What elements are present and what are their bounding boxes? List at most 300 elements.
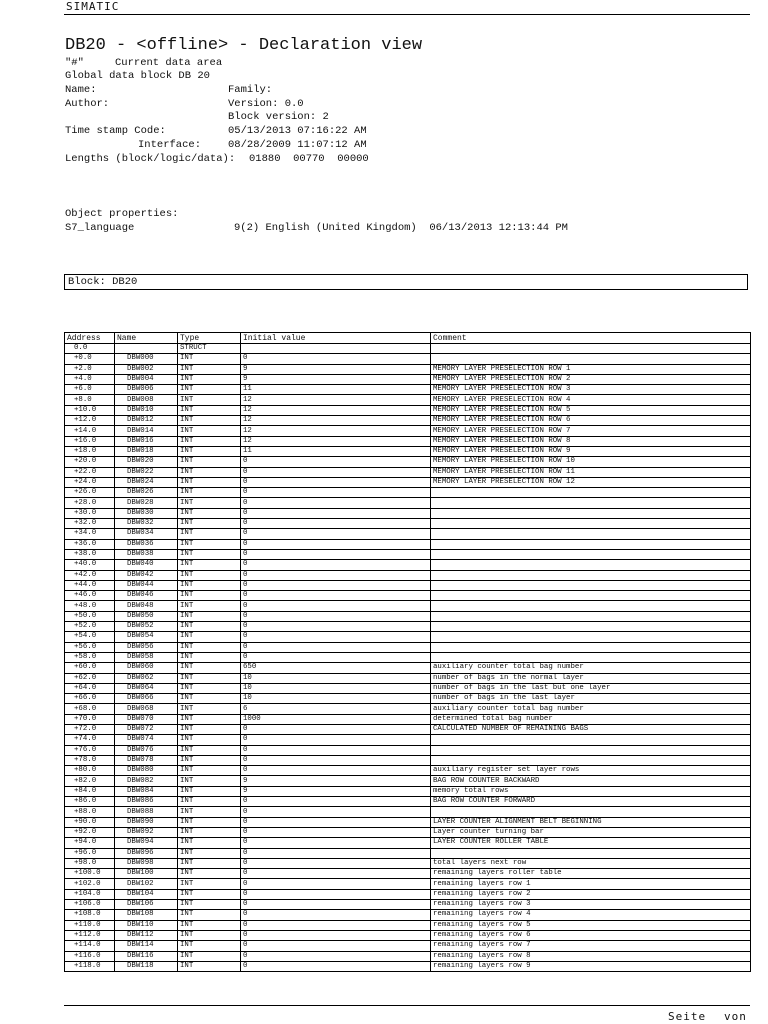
cell-name: DBW010	[115, 405, 178, 415]
cell-address: +2.0	[65, 364, 115, 374]
cell-name: DBW018	[115, 446, 178, 456]
cell-address: +26.0	[65, 488, 115, 498]
cell-type: INT	[178, 549, 241, 559]
cell-address: +48.0	[65, 601, 115, 611]
cell-address: +22.0	[65, 467, 115, 477]
table-row	[65, 941, 751, 951]
cell-initial-value: 0	[241, 920, 431, 930]
cell-initial-value: 10	[241, 683, 431, 693]
table-row	[65, 735, 751, 745]
timestamp-code-value: 05/13/2013 07:16:22 AM	[228, 125, 367, 137]
cell-name: DBW012	[115, 416, 178, 426]
table-row	[65, 673, 751, 683]
cell-type: INT	[178, 477, 241, 487]
cell-address: +56.0	[65, 642, 115, 652]
cell-initial-value: 0	[241, 622, 431, 632]
cell-comment: MEMORY LAYER PRESELECTION ROW 9	[431, 446, 751, 456]
table-row	[65, 766, 751, 776]
cell-type: INT	[178, 848, 241, 858]
cell-comment: remaining layers row 1	[431, 879, 751, 889]
table-header-row	[65, 333, 751, 344]
cell-comment: MEMORY LAYER PRESELECTION ROW 2	[431, 374, 751, 384]
cell-initial-value: 10	[241, 673, 431, 683]
cell-address: +34.0	[65, 529, 115, 539]
cell-type: INT	[178, 529, 241, 539]
cell-comment	[431, 570, 751, 580]
cell-type: INT	[178, 622, 241, 632]
table-row	[65, 426, 751, 436]
cell-type: INT	[178, 632, 241, 642]
lengths-value: 01880 00770 00000	[249, 153, 369, 165]
cell-comment: MEMORY LAYER PRESELECTION ROW 6	[431, 416, 751, 426]
cell-type: INT	[178, 951, 241, 961]
table-row	[65, 776, 751, 786]
cell-comment: number of bags in the last layer	[431, 694, 751, 704]
cell-address: +80.0	[65, 766, 115, 776]
table-row	[65, 663, 751, 673]
cell-comment	[431, 755, 751, 765]
interface-value: 08/28/2009 11:07:12 AM	[228, 139, 367, 151]
block-label-box	[64, 274, 748, 290]
cell-address: +38.0	[65, 549, 115, 559]
cell-name: DBW070	[115, 714, 178, 724]
cell-type: INT	[178, 941, 241, 951]
cell-type: INT	[178, 766, 241, 776]
cell-comment: MEMORY LAYER PRESELECTION ROW 12	[431, 477, 751, 487]
table-row	[65, 508, 751, 518]
header-initial-value: Initial value	[241, 333, 431, 344]
cell-address: +10.0	[65, 405, 115, 415]
table-row	[65, 858, 751, 868]
cell-address: +86.0	[65, 797, 115, 807]
cell-name: DBW114	[115, 941, 178, 951]
table-row	[65, 879, 751, 889]
table-row	[65, 611, 751, 621]
table-row	[65, 704, 751, 714]
cell-name: DBW062	[115, 673, 178, 683]
current-label: Current data area	[115, 57, 223, 69]
cell-initial-value: 0	[241, 601, 431, 611]
cell-address: +92.0	[65, 827, 115, 837]
cell-address: +68.0	[65, 704, 115, 714]
cell-name: DBW036	[115, 539, 178, 549]
cell-address: +42.0	[65, 570, 115, 580]
cell-initial-value: 0	[241, 519, 431, 529]
cell-name: DBW042	[115, 570, 178, 580]
table-row	[65, 910, 751, 920]
cell-address: +82.0	[65, 776, 115, 786]
cell-type: INT	[178, 611, 241, 621]
cell-comment: auxiliary register set layer rows	[431, 766, 751, 776]
cell-type: INT	[178, 673, 241, 683]
cell-name: DBW092	[115, 827, 178, 837]
cell-address: +110.0	[65, 920, 115, 930]
cell-address: +18.0	[65, 446, 115, 456]
cell-comment	[431, 539, 751, 549]
cell-initial-value: 0	[241, 735, 431, 745]
table-row	[65, 457, 751, 467]
table-row	[65, 446, 751, 456]
cell-initial-value: 9	[241, 364, 431, 374]
cell-address: +46.0	[65, 591, 115, 601]
name-label: Name:	[65, 84, 97, 96]
table-row	[65, 869, 751, 879]
cell-comment	[431, 344, 751, 354]
cell-comment	[431, 354, 751, 364]
cell-initial-value: 0	[241, 457, 431, 467]
cell-name: DBW008	[115, 395, 178, 405]
cell-initial-value: 0	[241, 817, 431, 827]
cell-address: +6.0	[65, 385, 115, 395]
cell-name: DBW032	[115, 519, 178, 529]
cell-address: +0.0	[65, 354, 115, 364]
cell-name: DBW066	[115, 694, 178, 704]
cell-initial-value: 0	[241, 488, 431, 498]
cell-initial-value: 0	[241, 570, 431, 580]
cell-comment: number of bags in the normal layer	[431, 673, 751, 683]
cell-name: DBW044	[115, 580, 178, 590]
table-row	[65, 498, 751, 508]
table-row	[65, 807, 751, 817]
table-row	[65, 436, 751, 446]
cell-initial-value: 0	[241, 848, 431, 858]
cell-comment: MEMORY LAYER PRESELECTION ROW 7	[431, 426, 751, 436]
cell-comment	[431, 807, 751, 817]
cell-comment: remaining layers roller table	[431, 869, 751, 879]
cell-name: DBW030	[115, 508, 178, 518]
cell-address: +8.0	[65, 395, 115, 405]
table-row	[65, 694, 751, 704]
table-row	[65, 652, 751, 662]
cell-type: INT	[178, 683, 241, 693]
cell-initial-value: 0	[241, 869, 431, 879]
cell-name: DBW048	[115, 601, 178, 611]
cell-address: +98.0	[65, 858, 115, 868]
lengths-label: Lengths (block/logic/data):	[65, 153, 236, 165]
cell-initial-value: 0	[241, 467, 431, 477]
cell-type: INT	[178, 467, 241, 477]
cell-comment: MEMORY LAYER PRESELECTION ROW 8	[431, 436, 751, 446]
cell-name: DBW052	[115, 622, 178, 632]
cell-initial-value: 0	[241, 889, 431, 899]
cell-type: INT	[178, 395, 241, 405]
cell-name: DBW080	[115, 766, 178, 776]
object-property-key: S7_language	[65, 222, 135, 234]
cell-comment: remaining layers row 3	[431, 900, 751, 910]
cell-comment: remaining layers row 4	[431, 910, 751, 920]
table-row	[65, 405, 751, 415]
cell-initial-value: 6	[241, 704, 431, 714]
cell-comment: remaining layers row 7	[431, 941, 751, 951]
cell-name: DBW046	[115, 591, 178, 601]
cell-type: INT	[178, 416, 241, 426]
cell-address: +106.0	[65, 900, 115, 910]
cell-comment	[431, 560, 751, 570]
cell-name: DBW064	[115, 683, 178, 693]
cell-comment: MEMORY LAYER PRESELECTION ROW 1	[431, 364, 751, 374]
cell-name: DBW004	[115, 374, 178, 384]
cell-type: INT	[178, 374, 241, 384]
cell-comment: MEMORY LAYER PRESELECTION ROW 3	[431, 385, 751, 395]
table-row	[65, 683, 751, 693]
cell-type: INT	[178, 869, 241, 879]
cell-name: DBW026	[115, 488, 178, 498]
table-row	[65, 797, 751, 807]
cell-name	[115, 344, 178, 354]
table-row	[65, 354, 751, 364]
cell-name: DBW056	[115, 642, 178, 652]
cell-comment	[431, 611, 751, 621]
cell-comment	[431, 498, 751, 508]
header-address: Address	[65, 333, 115, 344]
cell-name: DBW038	[115, 549, 178, 559]
cell-address: +108.0	[65, 910, 115, 920]
cell-type: INT	[178, 776, 241, 786]
cell-name: DBW022	[115, 467, 178, 477]
cell-type: INT	[178, 807, 241, 817]
cell-comment	[431, 580, 751, 590]
cell-type: INT	[178, 436, 241, 446]
cell-comment: MEMORY LAYER PRESELECTION ROW 4	[431, 395, 751, 405]
cell-name: DBW050	[115, 611, 178, 621]
cell-address: +54.0	[65, 632, 115, 642]
cell-address: +58.0	[65, 652, 115, 662]
table-row	[65, 745, 751, 755]
table-row	[65, 570, 751, 580]
table-row	[65, 529, 751, 539]
cell-comment: BAG ROW COUNTER BACKWARD	[431, 776, 751, 786]
cell-address: +96.0	[65, 848, 115, 858]
cell-comment	[431, 591, 751, 601]
cell-type: INT	[178, 457, 241, 467]
cell-initial-value: 0	[241, 580, 431, 590]
cell-type: INT	[178, 900, 241, 910]
cell-address: +44.0	[65, 580, 115, 590]
cell-initial-value: 0	[241, 560, 431, 570]
cell-comment: MEMORY LAYER PRESELECTION ROW 10	[431, 457, 751, 467]
cell-comment: determined total bag number	[431, 714, 751, 724]
table-row	[65, 549, 751, 559]
cell-type: INT	[178, 446, 241, 456]
cell-type: INT	[178, 724, 241, 734]
cell-address: +64.0	[65, 683, 115, 693]
cell-name: DBW108	[115, 910, 178, 920]
table-row	[65, 601, 751, 611]
cell-address: +62.0	[65, 673, 115, 683]
family-label: Family:	[228, 84, 273, 96]
cell-initial-value: 9	[241, 776, 431, 786]
cell-comment: remaining layers row 6	[431, 930, 751, 940]
table-row	[65, 920, 751, 930]
table-row	[65, 951, 751, 961]
table-row	[65, 385, 751, 395]
cell-address: +118.0	[65, 961, 115, 971]
global-block-label: Global data block DB 20	[65, 70, 210, 82]
table-row	[65, 395, 751, 405]
cell-initial-value: 0	[241, 951, 431, 961]
cell-name: DBW106	[115, 900, 178, 910]
cell-initial-value: 0	[241, 508, 431, 518]
cell-comment	[431, 642, 751, 652]
cell-initial-value: 0	[241, 498, 431, 508]
declaration-table	[64, 332, 751, 972]
cell-comment	[431, 632, 751, 642]
table-row	[65, 622, 751, 632]
cell-name: DBW040	[115, 560, 178, 570]
brand-label: SIMATIC	[66, 0, 120, 13]
cell-type: INT	[178, 858, 241, 868]
table-row	[65, 591, 751, 601]
cell-address: +76.0	[65, 745, 115, 755]
cell-comment: Layer counter turning bar	[431, 827, 751, 837]
table-row	[65, 344, 751, 354]
table-row	[65, 467, 751, 477]
header-name: Name	[115, 333, 178, 344]
cell-type: INT	[178, 745, 241, 755]
cell-comment: auxiliary counter total bag number	[431, 663, 751, 673]
object-property-value: 9(2) English (United Kingdom) 06/13/2013 12:13:44 PM	[234, 222, 568, 234]
cell-initial-value: 11	[241, 446, 431, 456]
cell-address: +50.0	[65, 611, 115, 621]
table-row	[65, 519, 751, 529]
table-row	[65, 416, 751, 426]
cell-initial-value: 0	[241, 838, 431, 848]
table-row	[65, 632, 751, 642]
cell-name: DBW014	[115, 426, 178, 436]
cell-address: +4.0	[65, 374, 115, 384]
cell-name: DBW072	[115, 724, 178, 734]
cell-address: +114.0	[65, 941, 115, 951]
cell-comment: number of bags in the last but one layer	[431, 683, 751, 693]
cell-comment: remaining layers row 9	[431, 961, 751, 971]
cell-comment: remaining layers row 8	[431, 951, 751, 961]
cell-initial-value: 0	[241, 961, 431, 971]
header-type: Type	[178, 333, 241, 344]
cell-initial-value: 0	[241, 539, 431, 549]
cell-comment	[431, 508, 751, 518]
cell-comment	[431, 745, 751, 755]
page-label: Seite	[668, 1010, 707, 1023]
cell-name: DBW002	[115, 364, 178, 374]
cell-address: +20.0	[65, 457, 115, 467]
cell-address: +74.0	[65, 735, 115, 745]
cell-initial-value: 0	[241, 807, 431, 817]
cell-comment: CALCULATED NUMBER OF REMAINING BAGS	[431, 724, 751, 734]
cell-type: INT	[178, 786, 241, 796]
cell-type: INT	[178, 591, 241, 601]
cell-address: +16.0	[65, 436, 115, 446]
cell-comment: auxiliary counter total bag number	[431, 704, 751, 714]
cell-initial-value: 0	[241, 642, 431, 652]
cell-name: DBW068	[115, 704, 178, 714]
cell-type: INT	[178, 735, 241, 745]
cell-type: INT	[178, 519, 241, 529]
cell-address: +40.0	[65, 560, 115, 570]
cell-comment	[431, 735, 751, 745]
cell-initial-value: 9	[241, 786, 431, 796]
cell-type: INT	[178, 560, 241, 570]
cell-address: +70.0	[65, 714, 115, 724]
cell-initial-value: 0	[241, 724, 431, 734]
cell-type: INT	[178, 879, 241, 889]
cell-initial-value: 0	[241, 858, 431, 868]
cell-name: DBW058	[115, 652, 178, 662]
cell-initial-value: 10	[241, 694, 431, 704]
cell-comment: MEMORY LAYER PRESELECTION ROW 11	[431, 467, 751, 477]
cell-initial-value: 12	[241, 426, 431, 436]
cell-type: INT	[178, 663, 241, 673]
cell-name: DBW116	[115, 951, 178, 961]
cell-type: INT	[178, 405, 241, 415]
table-row	[65, 560, 751, 570]
cell-address: +72.0	[65, 724, 115, 734]
interface-label: Interface:	[138, 139, 202, 151]
cell-type: INT	[178, 961, 241, 971]
cell-initial-value: 0	[241, 549, 431, 559]
cell-comment: MEMORY LAYER PRESELECTION ROW 5	[431, 405, 751, 415]
cell-comment: LAYER COUNTER ALIGNMENT BELT BEGINNING	[431, 817, 751, 827]
cell-type: INT	[178, 498, 241, 508]
table-row	[65, 477, 751, 487]
cell-initial-value: 11	[241, 385, 431, 395]
cell-comment: remaining layers row 2	[431, 889, 751, 899]
cell-initial-value: 0	[241, 632, 431, 642]
cell-comment: memory total rows	[431, 786, 751, 796]
cell-initial-value: 0	[241, 827, 431, 837]
block-label: Block: DB20	[68, 276, 138, 288]
of-label: von	[724, 1010, 747, 1023]
cell-initial-value: 0	[241, 477, 431, 487]
cell-type: INT	[178, 488, 241, 498]
cell-type: INT	[178, 889, 241, 899]
cell-name: DBW110	[115, 920, 178, 930]
cell-address: +90.0	[65, 817, 115, 827]
cell-address: +112.0	[65, 930, 115, 940]
cell-address: +32.0	[65, 519, 115, 529]
cell-name: DBW060	[115, 663, 178, 673]
cell-address: +36.0	[65, 539, 115, 549]
cell-comment	[431, 848, 751, 858]
cell-type: INT	[178, 364, 241, 374]
cell-address: +102.0	[65, 879, 115, 889]
table-row	[65, 838, 751, 848]
table-row	[65, 580, 751, 590]
cell-initial-value: 9	[241, 374, 431, 384]
timestamp-code-label: Time stamp Code:	[65, 125, 166, 137]
cell-name: DBW090	[115, 817, 178, 827]
cell-initial-value: 0	[241, 900, 431, 910]
table-row	[65, 488, 751, 498]
cell-name: DBW118	[115, 961, 178, 971]
cell-type: INT	[178, 539, 241, 549]
cell-initial-value: 0	[241, 755, 431, 765]
page-title: DB20 - <offline> - Declaration view	[65, 36, 423, 55]
cell-name: DBW086	[115, 797, 178, 807]
cell-name: DBW016	[115, 436, 178, 446]
cell-initial-value: 0	[241, 745, 431, 755]
cell-type: INT	[178, 642, 241, 652]
table-row	[65, 827, 751, 837]
cell-initial-value: 12	[241, 395, 431, 405]
cell-initial-value: 1000	[241, 714, 431, 724]
cell-type: INT	[178, 570, 241, 580]
cell-type: INT	[178, 910, 241, 920]
cell-name: DBW084	[115, 786, 178, 796]
author-label: Author:	[65, 98, 110, 110]
cell-initial-value: 12	[241, 416, 431, 426]
cell-type: INT	[178, 652, 241, 662]
table-row	[65, 364, 751, 374]
